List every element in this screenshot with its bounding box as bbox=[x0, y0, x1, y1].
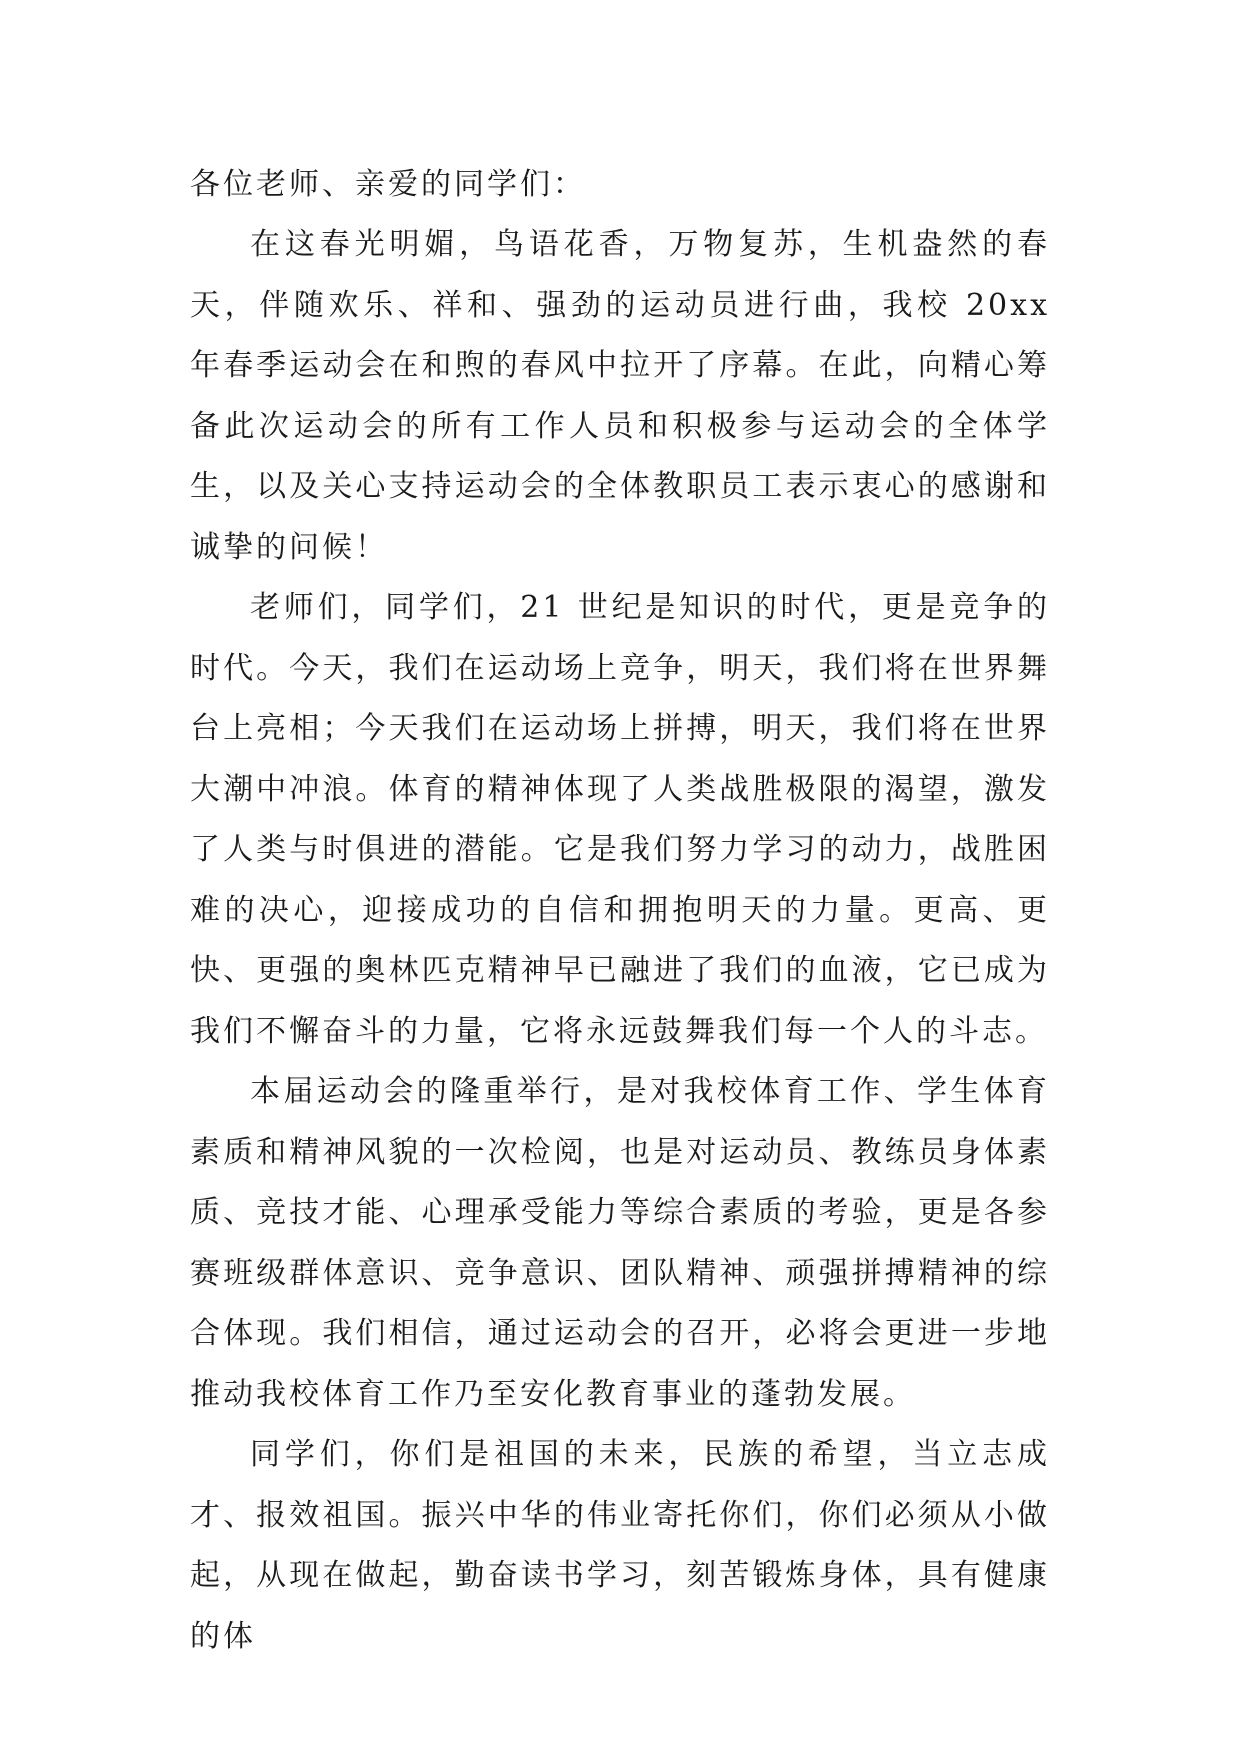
paragraph: 本届运动会的隆重举行，是对我校体育工作、学生体育素质和精神风貌的一次检阅，也是对运动员、教练员身体素质、竞技才能、心理承受能力等综合素质的考验，更是各参赛班级群体意识、竞争意识、团队精神、顽强拼搏精神的综合体现。我们相信，通过运动会的召开，必将会更进一步地推动我校体育工作乃至安化教育事业的蓬勃发展。 bbox=[190, 1074, 1050, 1412]
paragraph: 同学们，你们是祖国的未来，民族的希望，当立志成才、报效祖国。振兴中华的伟业寄托你们，你们必须从小做起，从现在做起，勤奋读书学习，刻苦锻炼身体，具有健康的体 bbox=[190, 1437, 1050, 1654]
paragraph: 老师们，同学们，21 世纪是知识的时代，更是竞争的时代。今天，我们在运动场上竞争，明天，我们将在世界舞台上亮相；今天我们在运动场上拼搏，明天，我们将在世界大潮中冲浪。体育的精神体现了人类战胜极限的渴望，激发了人类与时俱进的潜能。它是我们努力学习的动力，战胜困难的决心，迎接成功的自信和拥抱明天的力量。更高、更快、更强的奥林匹克精神早已融进了我们的血液，它已成为我们不懈奋斗的力量，它将永远鼓舞我们每一个人的斗志。 bbox=[190, 590, 1050, 1049]
salutation: 各位老师、亲爱的同学们： bbox=[190, 167, 586, 202]
document-body bbox=[190, 155, 1050, 1667]
paragraph: 在这春光明媚，鸟语花香，万物复苏，生机盎然的春天，伴随欢乐、祥和、强劲的运动员进行曲，我校 20xx 年春季运动会在和煦的春风中拉开了序幕。在此，向精心筹备此次运动会的所有工作人员和积极参与运动会的全体学生，以及关心支持运动会的全体教职员工表示衷心的感谢和诚挚的问候！ bbox=[190, 227, 1050, 565]
